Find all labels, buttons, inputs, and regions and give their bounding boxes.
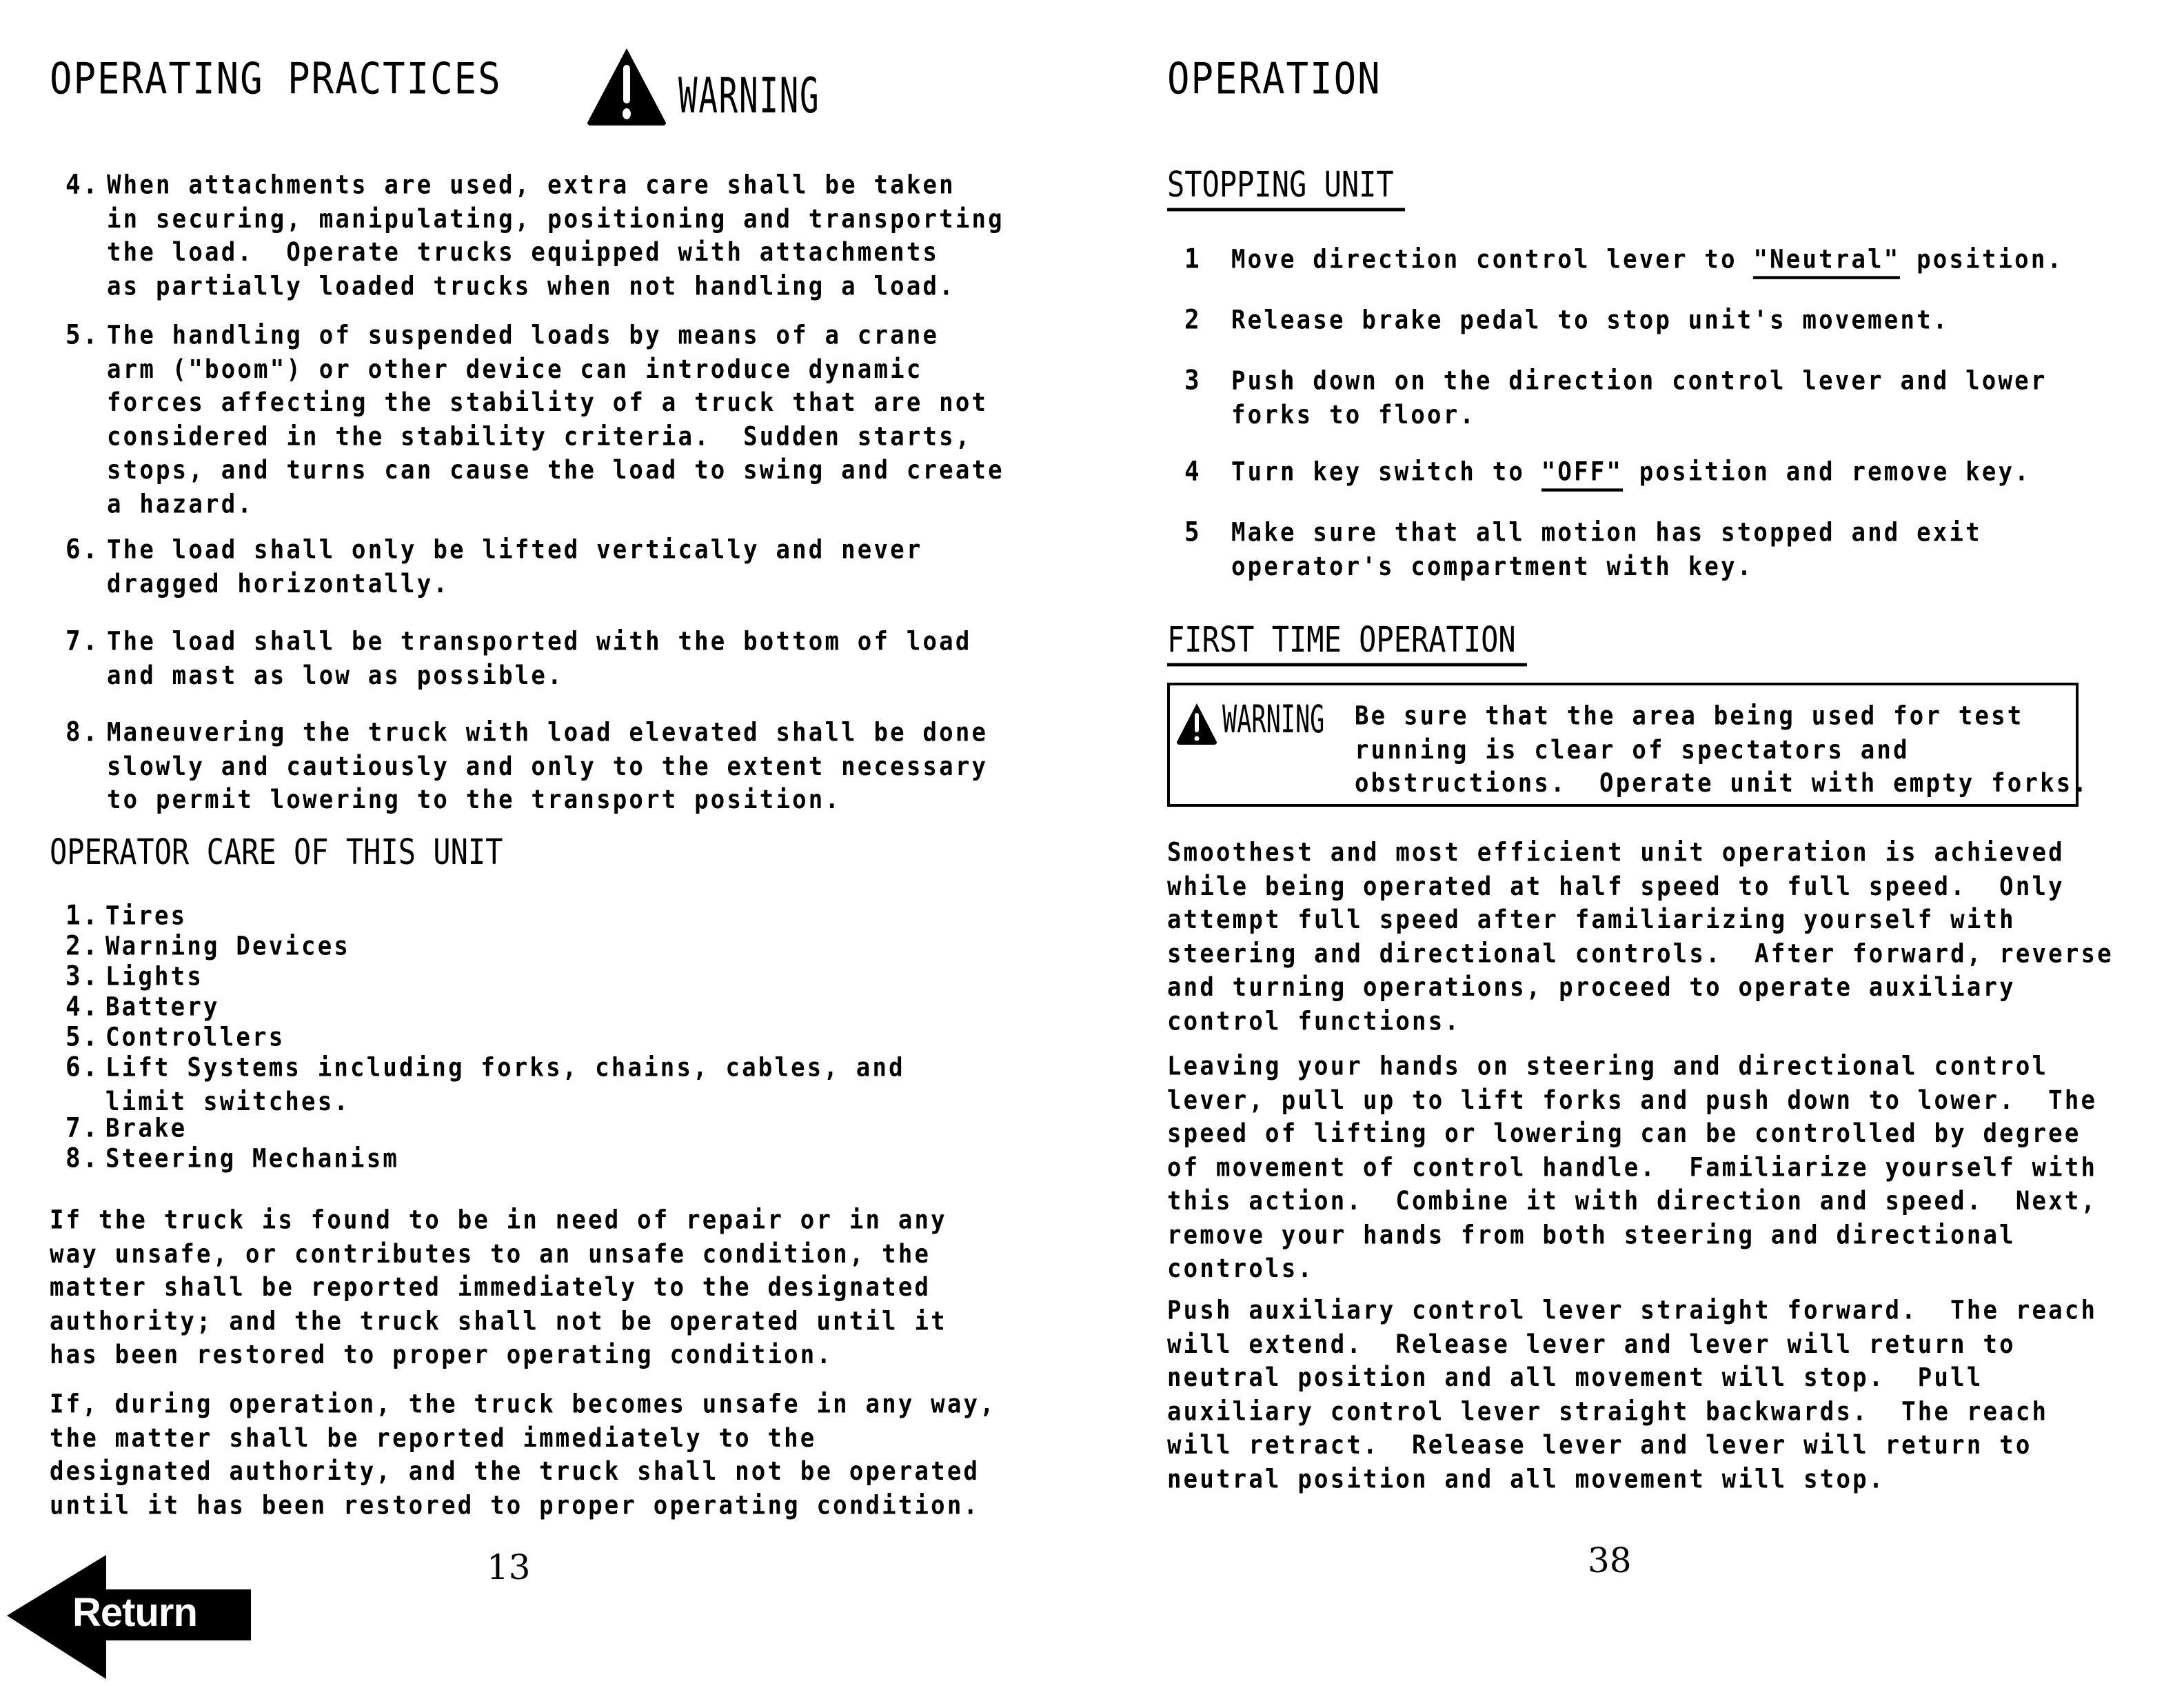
text-line: forces affecting the stability of a truck that are not: [107, 388, 989, 419]
item-number: 2: [1184, 304, 1202, 336]
operation-speed-paragraph: [1167, 836, 2114, 1038]
item-text: [1231, 455, 2031, 489]
return-label[interactable]: Return: [72, 1590, 197, 1635]
item-text: [105, 1051, 905, 1118]
item-number: 1.: [65, 900, 100, 932]
text-line: obstructions. Operate unit with empty forks.: [1355, 768, 2090, 799]
item-text: [107, 319, 1004, 521]
text-line: Steering Mechanism: [105, 1143, 400, 1174]
item-number: 2.: [65, 930, 100, 962]
text-line: dragged horizontally.: [107, 568, 450, 599]
text-line: Warning Devices: [105, 931, 351, 962]
item-number: 8.: [65, 716, 100, 748]
item-text: [107, 625, 972, 692]
text-line: a hazard.: [107, 488, 254, 519]
text-line: Battery: [105, 992, 220, 1023]
text-line: The load shall only be lifted vertically and never: [107, 534, 923, 565]
text-line: Lift Systems including forks, chains, cables, and: [105, 1052, 905, 1083]
underlined-term: "OFF": [1541, 456, 1623, 492]
text-line: If, during operation, the truck becomes unsafe in any way,: [50, 1389, 996, 1420]
item-text: [107, 716, 988, 817]
text-line: The handling of suspended loads by means of a crane: [107, 320, 940, 351]
text-line: lever, pull up to lift forks and push down to lower. The: [1167, 1085, 2098, 1116]
warning-triangle-icon: [585, 46, 669, 127]
text-line: controls.: [1167, 1253, 1315, 1284]
text-line: running is clear of spectators and: [1355, 734, 1910, 765]
text-line: Smoothest and most efficient unit operation is achieved: [1167, 837, 2065, 868]
text-line: considered in the stability criteria. Sudden starts,: [107, 421, 972, 452]
text-segment: Move direction control lever to: [1231, 244, 1754, 275]
item-text: [105, 899, 187, 933]
item-number: 7.: [65, 1112, 100, 1144]
text-line: this action. Combine it with direction and speed. Next,: [1167, 1186, 2098, 1216]
text-line: limit switches.: [105, 1086, 351, 1117]
stopping-unit-heading-text: STOPPING UNIT: [1167, 164, 1405, 211]
text-line: auxiliary control lever straight backwards. The reach: [1167, 1396, 2049, 1427]
operator-care-heading: OPERATOR CARE OF THIS UNIT: [50, 832, 503, 872]
item-number: 4.: [65, 991, 100, 1023]
item-text: [105, 960, 203, 994]
text-segment: position and remove key.: [1623, 456, 2031, 488]
text-line: If the truck is found to be in need of repair or in any: [50, 1205, 947, 1236]
text-line: Maneuvering the truck with load elevated shall be done: [107, 717, 989, 748]
item-text: [1231, 364, 2048, 432]
first-time-operation-heading-text: FIRST TIME OPERATION: [1167, 619, 1527, 666]
repair-paragraph: [50, 1203, 947, 1372]
text-line: to permit lowering to the transport position.: [107, 785, 842, 816]
text-line: remove your hands from both steering and directional: [1167, 1219, 2016, 1250]
item-text: [1231, 243, 2063, 277]
text-line: Push auxiliary control lever straight forward. The reach: [1167, 1295, 2098, 1326]
item-number: 6.: [65, 534, 100, 565]
text-line: neutral position and all movement will stop. Pull: [1167, 1363, 1983, 1394]
item-text: [107, 533, 923, 601]
right-page-title: OPERATION: [1167, 54, 1382, 104]
text-line: Brake: [105, 1113, 188, 1144]
text-line: slowly and cautiously and only to the extent necessary: [107, 751, 989, 782]
text-line: speed of lifting or lowering can be controlled by degree: [1167, 1118, 2081, 1149]
text-line: the load. Operate trucks equipped with attachments: [107, 237, 940, 268]
item-text: [105, 1021, 285, 1054]
text-line: operator's compartment with key.: [1231, 551, 1754, 582]
text-line: and mast as low as possible.: [107, 660, 564, 691]
text-line: until it has been restored to proper operating condition.: [50, 1490, 980, 1521]
auxiliary-controls-paragraph: [1167, 1294, 2097, 1496]
item-number: 8.: [65, 1143, 100, 1174]
warning-box-label: WARNING: [1222, 698, 1325, 742]
text-line: while being operated at half speed to full speed. Only: [1167, 871, 2065, 902]
text-line: The load shall be transported with the bottom of load: [107, 626, 972, 657]
text-line: will retract. Release lever and lever will return to: [1167, 1430, 2032, 1460]
item-number: 7.: [65, 625, 100, 657]
text-line: Push down on the direction control lever and lower: [1231, 365, 2048, 396]
text-line: forks to floor.: [1231, 399, 1477, 430]
warning-triangle-icon: [1175, 702, 1218, 746]
item-number: 4: [1184, 456, 1202, 488]
text-line: attempt full speed after familiarizing yourself with: [1167, 905, 2016, 936]
item-number: 1: [1184, 243, 1202, 275]
text-line: Be sure that the area being used for test: [1355, 701, 2024, 732]
underlined-term: "Neutral": [1753, 244, 1900, 279]
page-number-left: 13: [487, 1547, 531, 1587]
text-line: will extend. Release lever and lever will return to: [1167, 1329, 2016, 1360]
item-number: 5.: [65, 319, 100, 351]
text-segment: Turn key switch to: [1231, 456, 1541, 488]
text-line: has been restored to proper operating condition.: [50, 1340, 833, 1370]
text-line: control functions.: [1167, 1005, 1462, 1036]
item-text: [107, 168, 1004, 303]
text-line: designated authority, and the truck shall not be operated: [50, 1456, 980, 1487]
text-line: Make sure that all motion has stopped and exit: [1231, 517, 1982, 548]
text-line: Tires: [105, 901, 188, 932]
text-line: Lights: [105, 961, 204, 992]
item-number: 5.: [65, 1021, 100, 1053]
item-text: [105, 930, 350, 963]
warning-box-text: [1355, 699, 2089, 801]
item-text: [1231, 303, 1949, 337]
item-text: [105, 990, 220, 1024]
item-text: [105, 1142, 399, 1176]
stopping-unit-heading: [1167, 164, 1405, 211]
text-line: in securing, manipulating, positioning and transporting: [107, 203, 1004, 234]
text-line: of movement of control handle. Familiarize yourself with: [1167, 1152, 2098, 1183]
text-line: Release brake pedal to stop unit's movement.: [1231, 305, 1950, 336]
text-line: way unsafe, or contributes to an unsafe condition, the: [50, 1238, 931, 1269]
item-number: 5: [1184, 516, 1202, 548]
text-line: matter shall be reported immediately to the designated: [50, 1272, 931, 1303]
unsafe-operation-paragraph: [50, 1387, 996, 1523]
item-number: 3: [1184, 365, 1202, 396]
text-line: When attachments are used, extra care shall be taken: [107, 170, 956, 201]
page-number-right: 38: [1588, 1540, 1632, 1580]
text-line: the matter shall be reported immediately to the: [50, 1423, 817, 1454]
warning-box: [1167, 683, 2090, 807]
text-line: and turning operations, proceed to operate auxiliary: [1167, 972, 2016, 1003]
first-time-operation-heading: [1167, 619, 1527, 666]
item-number: 6.: [65, 1052, 100, 1083]
lift-controls-paragraph: [1167, 1049, 2097, 1286]
item-number: 4.: [65, 169, 100, 201]
text-line: authority; and the truck shall not be operated until it: [50, 1306, 947, 1337]
item-number: 3.: [65, 961, 100, 992]
text-line: steering and directional controls. After forward, reverse: [1167, 938, 2114, 969]
text-line: stops, and turns can cause the load to swing and create: [107, 455, 1004, 485]
text-line: arm ("boom") or other device can introduce dynamic: [107, 354, 923, 385]
text-line: as partially loaded trucks when not handling a load.: [107, 271, 956, 302]
text-line: Controllers: [105, 1022, 285, 1053]
item-text: [1231, 516, 1982, 583]
text-line: neutral position and all movement will stop.: [1167, 1463, 1885, 1494]
warning-label: WARNING: [678, 68, 820, 124]
text-line: Leaving your hands on steering and directional control: [1167, 1051, 2049, 1082]
text-segment: position.: [1900, 244, 2064, 275]
item-text: [105, 1112, 187, 1145]
left-page-title: OPERATING PRACTICES: [50, 54, 502, 104]
